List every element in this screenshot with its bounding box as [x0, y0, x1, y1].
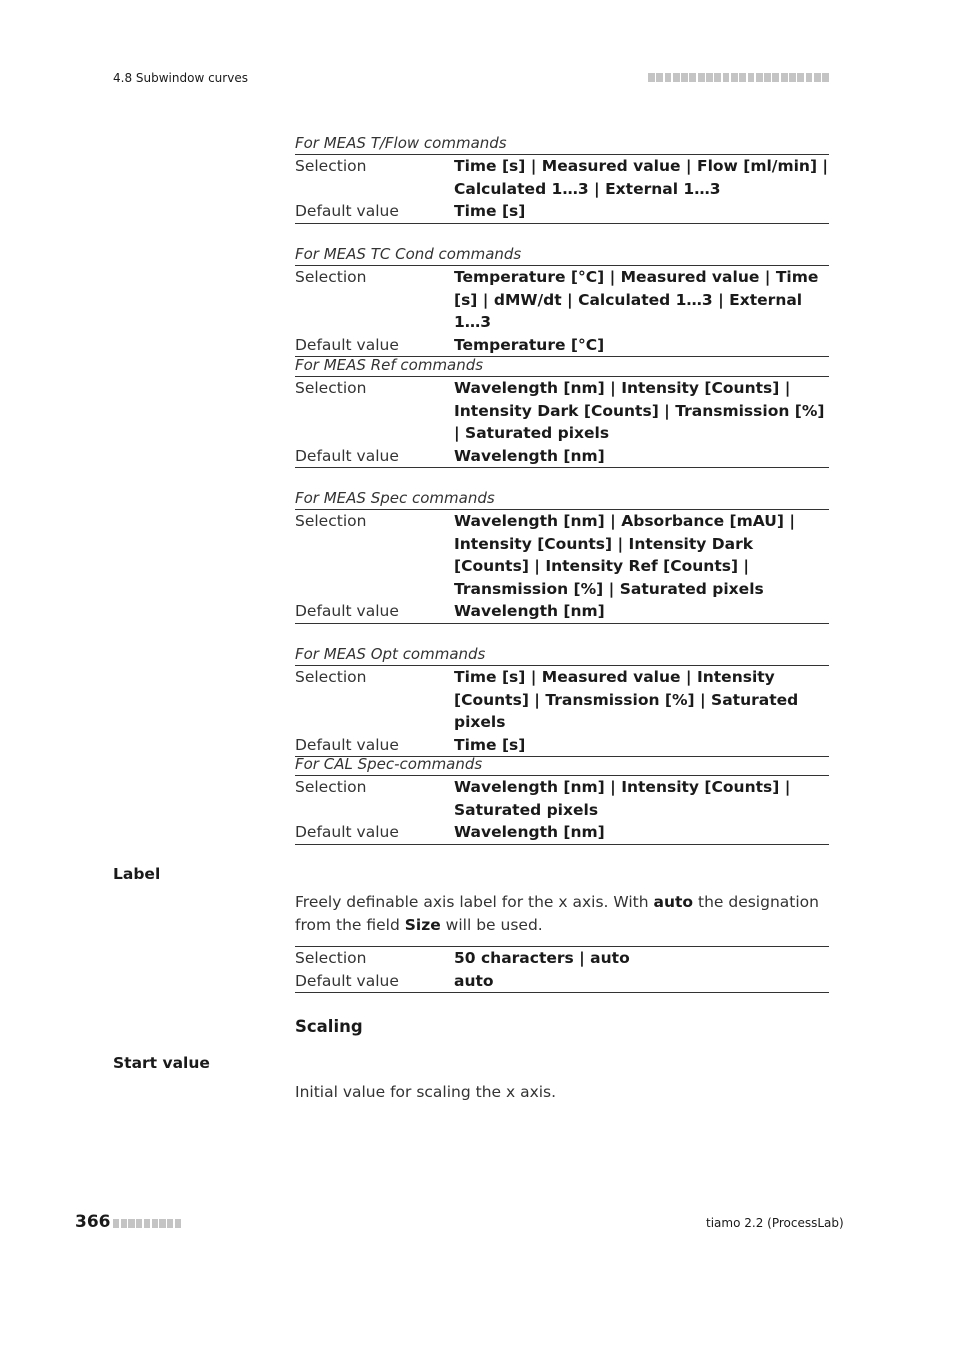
selection-values: Wavelength [nm] | Intensity [Counts] | Intensity Dark [Counts] | Transmission [%] | Saturated pixels — [454, 379, 825, 442]
table-row: Selection Time [s] | Measured value | Flow [ml/min] | Calculated 1…3 | External 1…3 — [295, 155, 829, 200]
dot — [689, 73, 696, 82]
dot — [723, 73, 730, 82]
table-label — [295, 946, 829, 993]
table-row: Selection Time [s] | Measured value | Intensity [Counts] | Transmission [%] | Saturated pixels — [295, 666, 829, 734]
start-value-description: Initial value for scaling the x axis. — [295, 1083, 557, 1101]
dot — [113, 1219, 119, 1228]
default-value: Wavelength [nm] — [454, 602, 605, 620]
label-heading: Label — [113, 865, 161, 883]
dot — [648, 73, 655, 82]
default-value: Wavelength [nm] — [454, 446, 605, 465]
table-row: Selection Wavelength [nm] | Intensity [Counts] | Intensity Dark [Counts] | Transmission [%] | Saturated pixels — [295, 377, 829, 445]
dot — [772, 73, 779, 82]
table-row: Default value Time [s] — [295, 734, 829, 758]
dot — [814, 73, 821, 82]
dot — [764, 73, 771, 82]
table-row: Default value Wavelength [nm] — [295, 821, 829, 845]
dot — [128, 1219, 134, 1228]
selection-values: Time [s] | Measured value | Flow [ml/min] | Calculated 1…3 | External 1…3 — [454, 157, 829, 198]
table-meas-opt — [295, 643, 829, 757]
dot — [136, 1219, 142, 1228]
dot — [739, 73, 746, 82]
dot — [159, 1219, 165, 1228]
table-caption: For CAL Spec-commands — [295, 753, 829, 776]
dot — [756, 73, 763, 82]
table-meas-ref — [295, 354, 829, 468]
dot — [797, 73, 804, 82]
table-row: Default value Temperature [°C] — [295, 334, 829, 358]
default-value: Temperature [°C] — [454, 335, 605, 354]
table-meas-spec — [295, 487, 829, 624]
dot — [789, 73, 796, 82]
dot — [175, 1219, 181, 1228]
table-caption: For MEAS Ref commands — [295, 354, 829, 377]
footer-dots-decoration — [113, 1219, 181, 1228]
footer-product: tiamo 2.2 (ProcessLab) — [706, 1216, 844, 1230]
dot — [144, 1219, 150, 1228]
table-cal-spec — [295, 753, 829, 845]
dot — [748, 73, 755, 82]
default-value: auto — [454, 971, 494, 990]
dot — [673, 73, 680, 82]
dot — [665, 73, 672, 82]
dot — [698, 73, 705, 82]
dot — [167, 1219, 173, 1228]
table-caption: For MEAS Opt commands — [295, 643, 829, 666]
default-value: Wavelength [nm] — [454, 823, 605, 841]
dot — [656, 73, 663, 82]
dot — [806, 73, 813, 82]
table-row: Default value Wavelength [nm] — [295, 445, 829, 469]
dot — [714, 73, 721, 82]
table-row: Selection Wavelength [nm] | Intensity [Counts] | Saturated pixels — [295, 776, 829, 821]
table-meas-tflow — [295, 132, 829, 224]
selection-values: 50 characters | auto — [454, 949, 630, 967]
table-caption: For MEAS TC Cond commands — [295, 243, 829, 266]
header-dots-decoration — [648, 73, 829, 82]
dot — [681, 73, 688, 82]
dot — [152, 1219, 158, 1228]
running-header-section: 4.8 Subwindow curves — [113, 71, 248, 85]
table-meas-tc-cond — [295, 243, 829, 357]
selection-values: Time [s] | Measured value | Intensity [Counts] | Transmission [%] | Saturated pixels — [454, 668, 799, 731]
table-row: Default value Wavelength [nm] — [295, 600, 829, 624]
selection-values: Temperature [°C] | Measured value | Time [s] | dMW/dt | Calculated 1…3 | External 1…3 — [454, 268, 819, 331]
table-row: Selection Temperature [°C] | Measured value | Time [s] | dMW/dt | Calculated 1…3 | External 1…3 — [295, 266, 829, 334]
table-caption: For MEAS T/Flow commands — [295, 132, 829, 155]
table-row: Selection 50 characters | auto — [295, 947, 829, 970]
table-caption: For MEAS Spec commands — [295, 487, 829, 510]
default-value: Time [s] — [454, 735, 526, 754]
dot — [822, 73, 829, 82]
dot — [121, 1219, 127, 1228]
label-description: Freely definable axis label for the x axis. With auto the designation from the field Size will be used. — [295, 893, 819, 934]
table-row: Default value auto — [295, 970, 829, 994]
table-row: Selection Wavelength [nm] | Absorbance [mAU] | Intensity [Counts] | Intensity Dark [Counts] | Intensity Ref [Counts] | Transmission [%] | Saturated pixels — [295, 510, 829, 600]
start-value-heading: Start value — [113, 1054, 210, 1072]
table-row: Default value Time [s] — [295, 200, 829, 224]
scaling-heading: Scaling — [295, 1017, 363, 1036]
dot — [706, 73, 713, 82]
page-number: 366 — [75, 1212, 111, 1232]
dot — [781, 73, 788, 82]
selection-values: Wavelength [nm] | Absorbance [mAU] | Intensity [Counts] | Intensity Dark [Counts] | Intensity Ref [Counts] | Transmission [%] | Saturated pixels — [454, 512, 795, 598]
default-value: Time [s] — [454, 202, 526, 220]
dot — [731, 73, 738, 82]
selection-values: Wavelength [nm] | Intensity [Counts] | Saturated pixels — [454, 778, 791, 819]
